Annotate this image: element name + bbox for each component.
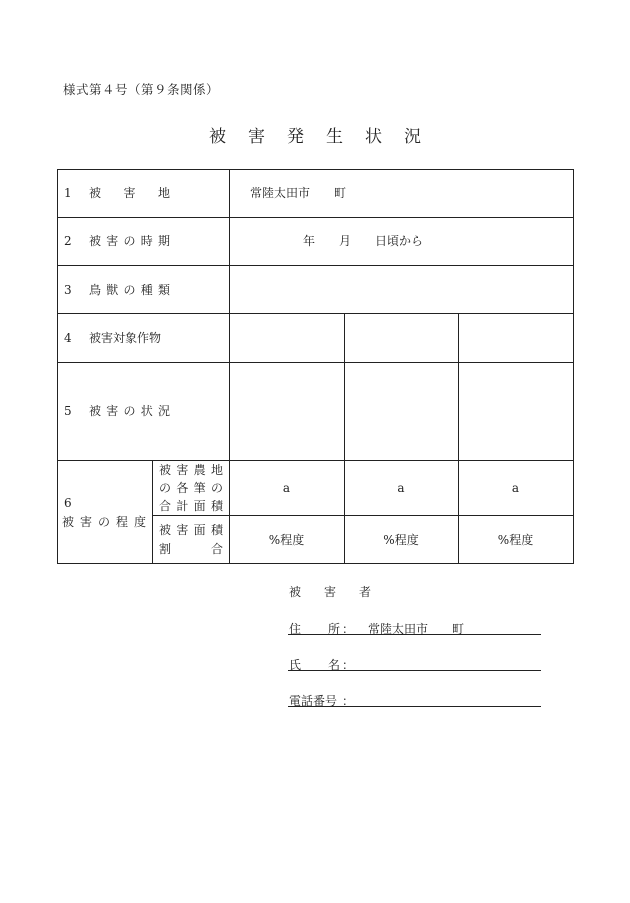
label-char: 所	[327, 622, 340, 636]
label-char: 被	[159, 463, 172, 477]
label-char: 度	[133, 515, 146, 529]
label-char: 程	[115, 515, 128, 529]
label-char: 農	[193, 463, 206, 477]
label-char: 合	[159, 499, 172, 513]
table-border	[58, 170, 574, 564]
row3-label	[89, 281, 170, 299]
label-char: の	[159, 481, 172, 495]
label-char: 被	[159, 523, 172, 537]
label-char: 害	[123, 186, 136, 200]
label-char: 害	[106, 234, 119, 248]
label-char: 地	[157, 186, 170, 200]
label-char: 面	[193, 499, 206, 513]
label-char: 害	[176, 523, 189, 537]
name-colon: ：	[342, 658, 355, 672]
label-char: 被	[89, 404, 102, 418]
form-title	[0, 122, 630, 147]
title-char: 害	[248, 127, 265, 147]
label-char: 氏	[289, 658, 302, 672]
phone-underline	[288, 706, 541, 707]
sub1-label-line	[159, 497, 223, 515]
row6-label	[62, 513, 146, 531]
label-char: 状	[140, 404, 153, 418]
heading-char: 者	[358, 585, 371, 599]
address-underline	[288, 634, 541, 635]
sub2-label-line	[159, 540, 223, 558]
row1-value: 常陸太田市 町	[250, 186, 347, 200]
label-char: 名	[327, 658, 340, 672]
area-unit: a	[511, 481, 520, 495]
ratio-unit: %程度	[268, 533, 305, 547]
area-unit: a	[282, 481, 291, 495]
signature-heading	[289, 583, 371, 601]
label-char: 被	[89, 186, 102, 200]
title-char: 生	[326, 127, 343, 147]
ratio-unit: %程度	[497, 533, 534, 547]
row4-number: 4	[64, 331, 72, 345]
label-char: 割	[159, 542, 172, 556]
address-colon: ：	[342, 622, 355, 636]
row3-number: 3	[64, 283, 72, 297]
label-char: 害	[106, 404, 119, 418]
form-number: 様式第４号（第９条関係）	[63, 82, 220, 97]
label-char: 獣	[106, 283, 119, 297]
title-char: 発	[287, 127, 304, 147]
label-char: 地	[210, 463, 223, 477]
row2-value: 年 月 日頃から	[303, 234, 424, 248]
label-char: 合	[210, 542, 223, 556]
label-char: 被	[89, 234, 102, 248]
label-char: 種	[140, 283, 153, 297]
label-char: 被	[62, 515, 75, 529]
row1-label	[89, 184, 170, 202]
label-char: 積	[210, 523, 223, 537]
sub1-label-line	[159, 461, 223, 479]
heading-char: 害	[323, 585, 336, 599]
label-char: 積	[210, 499, 223, 513]
row5-label	[89, 402, 170, 420]
label-char: 面	[193, 523, 206, 537]
label-char: の	[123, 283, 136, 297]
label-char: 各	[176, 481, 189, 495]
phone-label: 電話番号	[289, 694, 338, 708]
sub2-label-line	[159, 521, 223, 539]
phone-colon: ：	[342, 694, 355, 708]
sub1-label-line	[159, 479, 223, 497]
row5-number: 5	[64, 404, 72, 418]
title-char: 況	[404, 127, 421, 147]
label-char: 害	[176, 463, 189, 477]
label-char: の	[97, 515, 110, 529]
label-char: 況	[157, 404, 170, 418]
label-char: 住	[289, 622, 302, 636]
label-char: 期	[157, 234, 170, 248]
name-label	[289, 656, 340, 674]
label-char: 時	[140, 234, 153, 248]
title-char: 状	[365, 127, 382, 147]
label-char: 鳥	[89, 283, 102, 297]
row2-number: 2	[64, 234, 72, 248]
label-char: の	[123, 404, 136, 418]
label-char: 類	[157, 283, 170, 297]
label-char: 害	[79, 515, 92, 529]
row1-number: 1	[64, 186, 72, 200]
ratio-unit: %程度	[383, 533, 419, 547]
row2-label	[89, 232, 170, 250]
address-label	[289, 620, 340, 638]
row6-number: 6	[64, 496, 72, 510]
label-char: 計	[176, 499, 189, 513]
name-underline	[288, 670, 541, 671]
label-char: の	[210, 481, 223, 495]
title-char: 被	[209, 127, 226, 147]
label-char: の	[123, 234, 136, 248]
label-char: 筆	[193, 481, 206, 495]
address-value: 常陸太田市 町	[368, 622, 465, 636]
heading-char: 被	[289, 585, 302, 599]
row4-label: 被害対象作物	[89, 331, 162, 345]
area-unit: a	[397, 481, 405, 495]
